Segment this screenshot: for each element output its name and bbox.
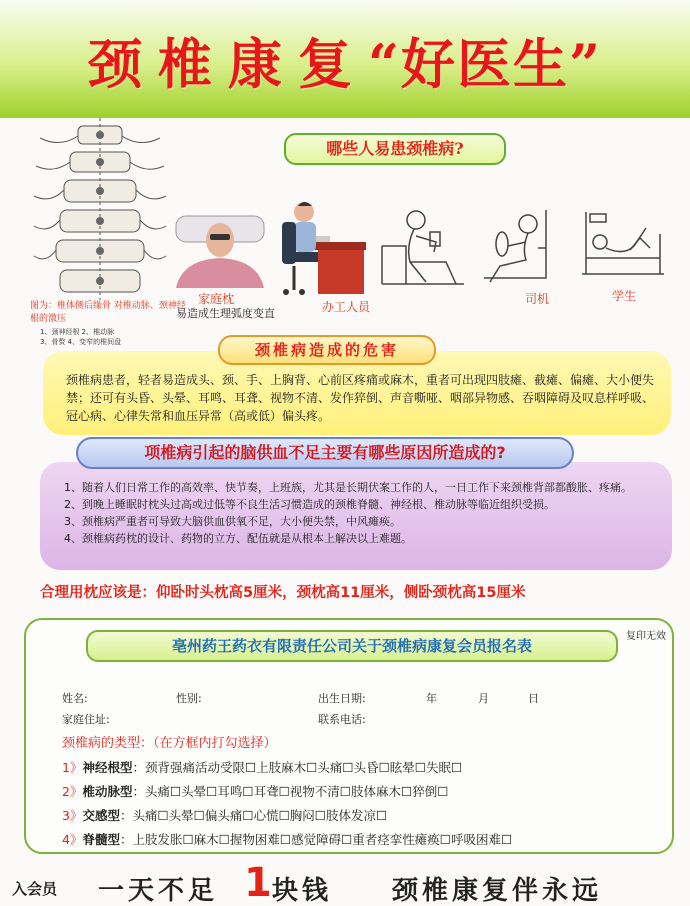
- slogan-number: 1: [244, 860, 272, 906]
- office-worker-label: 办工人员: [322, 300, 371, 314]
- slogan-part-c: 颈椎康复伴永远: [392, 876, 603, 906]
- type-row-nerve-root[interactable]: [62, 758, 462, 776]
- type-options[interactable]: ：颈背强痛活动受限☐上肢麻木☐头痛☐头昏☐眩晕☐失眠☐: [132, 760, 463, 775]
- title-main: 颈椎康复: [87, 32, 368, 96]
- type-row-vertebral-artery[interactable]: [62, 782, 448, 800]
- title-quote: “好医生”: [367, 32, 603, 96]
- student-label: 学生: [612, 289, 637, 303]
- reading-person-figure: [376, 206, 470, 286]
- type-options[interactable]: ：头痛☐头晕☐偏头痛☐心慌☐胸闷☐肢体发凉☐: [119, 808, 388, 823]
- disease-type-heading: 颈椎病的类型：（在方框内打勾选择）: [62, 736, 277, 751]
- cause-item: 3、颈椎病严重者可导致大脑供血供氧不足，大小便失禁，中风瘫痪。: [64, 515, 401, 528]
- spine-legend: [40, 327, 190, 347]
- birth-month-label: 月: [478, 692, 489, 705]
- header-banner: [0, 0, 690, 118]
- name-field-label[interactable]: 姓名:: [62, 692, 88, 705]
- type-name: 脊髓型: [82, 832, 120, 847]
- cause-item: 1、随着人们日常工作的高效率、快节奏，上班族，尤其是长期伏案工作的人，一日工作下来颈椎背部都酸胀、疼痛。: [64, 481, 632, 494]
- spine-legend-line: 1、颈神经根 2、椎动脉: [40, 328, 115, 336]
- address-field-label[interactable]: 家庭住址:: [62, 713, 110, 726]
- office-worker-figure: [274, 196, 366, 298]
- gender-field-label[interactable]: 性别:: [176, 692, 202, 705]
- harm-heading: 颈椎病造成的危害: [218, 335, 436, 365]
- type-name: 交感型: [82, 808, 120, 823]
- type-prefix: 1》: [62, 760, 83, 775]
- spine-caption: 图为：椎体侧后缘骨 对椎动脉、颈神经根的激压: [30, 301, 186, 324]
- slogan-part-a: 一天不足: [98, 876, 219, 906]
- form-title: 亳州药王药衣有限责任公司关于颈椎病康复会员报名表: [86, 630, 618, 662]
- type-options[interactable]: ：上肢发胀☐麻木☐握物困难☐感觉障碍☐重者痉挛性瘫痪☐呼吸困难☐: [119, 832, 513, 847]
- type-name: 神经根型: [82, 760, 133, 775]
- spine-diagram: [30, 118, 170, 300]
- spine-legend-line: 3、骨赘 4、变窄的椎间盘: [40, 338, 122, 346]
- cause-item: 4、颈椎病药枕的设计、药物的立方、配伍就是从根本上解决以上难题。: [64, 532, 412, 545]
- type-prefix: 2》: [62, 784, 83, 799]
- type-row-sympathetic[interactable]: [62, 806, 387, 824]
- birth-year-label: 年: [426, 692, 437, 705]
- birth-date-field-label[interactable]: 出生日期:: [318, 692, 366, 705]
- cause-list: [64, 479, 668, 547]
- birth-day-label: 日: [528, 692, 539, 705]
- cause-item: 2、到晚上睡眠时枕头过高或过低等不良生活习惯造成的颈椎脊髓、神经根、椎动脉等临近组织受损。: [64, 498, 555, 511]
- pillow-person-figure: [172, 206, 268, 288]
- type-options[interactable]: ：头痛☐头晕☐耳鸣☐耳聋☐视物不清☐肢体麻木☐猝倒☐: [132, 784, 449, 799]
- driver-label: 司机: [525, 292, 550, 306]
- student-figure: [580, 204, 666, 284]
- type-name: 椎动脉型: [82, 784, 133, 799]
- pillow-label: 家庭枕: [198, 292, 235, 306]
- type-prefix: 3》: [62, 808, 83, 823]
- driver-figure: [476, 206, 574, 286]
- copy-invalid-note: 复印无效: [626, 631, 666, 642]
- harm-text: 颈椎病患者，轻者易造成头、颈、手、上胸背、心前区疼痛或麻木，重者可出现四肢瘫、截瘫、偏瘫、大小便失禁；还可有头昏、头晕、耳鸣、耳聋、视物不清、发作猝倒、声音嘶哑、咽部异物感、吞咽障碍及叹息样呼吸、冠心病、心律失常和血压异常（高或低）偏头疼。: [66, 373, 655, 423]
- cause-heading: 项椎病引起的脑供血不足主要有哪些原因所造成的?: [76, 437, 574, 469]
- type-row-spinal-cord[interactable]: [62, 830, 512, 848]
- type-prefix: 4》: [62, 832, 83, 847]
- pillow-sublabel: 易造成生理弧度变直: [176, 307, 275, 320]
- join-member-text: 入会员: [12, 880, 58, 898]
- question-who-heading: 哪些人易患颈椎病?: [284, 133, 506, 165]
- slogan-part-b: 块钱: [272, 876, 333, 906]
- page-title: [0, 22, 690, 99]
- phone-field-label[interactable]: 联系电话:: [318, 713, 366, 726]
- pillow-height-advice: 合理用枕应该是：仰卧时头枕高5厘米，颈枕高11厘米，侧卧颈枕高15厘米: [40, 585, 526, 601]
